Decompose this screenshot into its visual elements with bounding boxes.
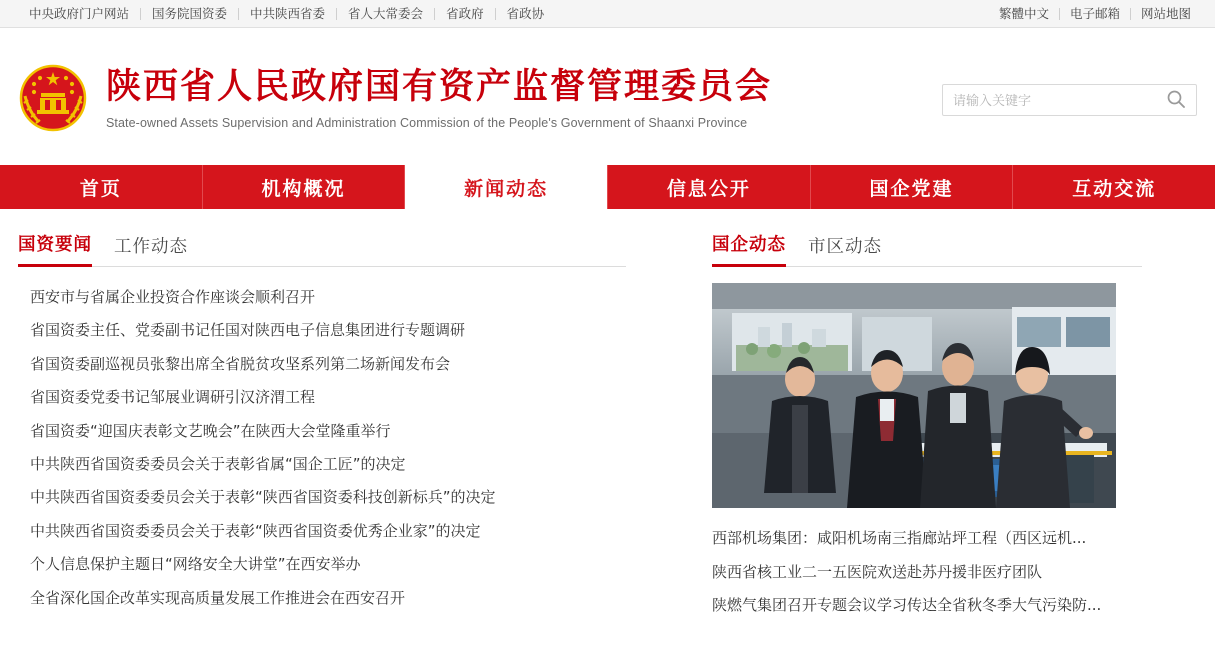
tab-soe-updates[interactable]: 国企动态 xyxy=(712,231,786,267)
search-box[interactable] xyxy=(942,84,1197,116)
list-item[interactable]: 全省深化国企改革实现高质量发展工作推进会在西安召开 xyxy=(30,588,406,607)
tab-city-updates[interactable]: 市区动态 xyxy=(808,237,882,257)
site-title-cn: 陕西省人民政府国有资产监督管理委员会 xyxy=(106,66,773,107)
list-item[interactable]: 西安市与省属企业投资合作座谈会顺利召开 xyxy=(30,288,316,306)
list-item[interactable]: 个人信息保护主题日“网络安全大讲堂”在西安举办 xyxy=(30,555,361,574)
list-item[interactable]: 省国资委主任、党委副书记任国对陕西电子信息集团进行专题调研 xyxy=(30,321,466,340)
left-news-list xyxy=(18,281,626,615)
nav-item-news[interactable]: 新闻动态 xyxy=(405,165,608,209)
right-tab-bar xyxy=(712,231,1142,267)
nav-item-info-disclosure[interactable]: 信息公开 xyxy=(608,165,811,209)
site-title-block xyxy=(106,64,772,130)
top-link-provincial-party[interactable]: 中共陕西省委 xyxy=(250,6,326,21)
list-item[interactable]: 中共陕西省国资委委员会关于表彰“陕西省国资委科技创新标兵”的决定 xyxy=(30,488,496,507)
top-links-right xyxy=(989,7,1201,21)
national-emblem-icon xyxy=(14,58,92,136)
nav-item-home[interactable]: 首页 xyxy=(0,165,203,209)
main-content xyxy=(0,209,1215,623)
search-input[interactable] xyxy=(943,85,1156,115)
nav-item-party-building[interactable]: 国企党建 xyxy=(811,165,1014,209)
top-link-peoples-congress[interactable]: 省人大常委会 xyxy=(348,6,424,21)
search-button[interactable] xyxy=(1156,85,1196,115)
list-item[interactable]: 省国资委党委书记邹展业调研引汉济渭工程 xyxy=(30,388,316,407)
list-item[interactable]: 省国资委副巡视员张黎出席全省脱贫攻坚系列第二场新闻发布会 xyxy=(30,354,451,373)
list-item[interactable]: 陕西省核工业二一五医院欢送赴苏丹援非医疗团队 xyxy=(712,562,1043,581)
right-column xyxy=(712,231,1142,623)
list-item[interactable]: 西部机场集团：咸阳机场南三指廊站坪工程（西区远机... xyxy=(712,529,1087,547)
top-link-email[interactable]: 电子邮箱 xyxy=(1069,6,1120,21)
main-navigation xyxy=(0,165,1215,209)
tab-sasac-headlines[interactable]: 国资要闻 xyxy=(18,231,92,267)
nav-item-interaction[interactable]: 互动交流 xyxy=(1072,177,1157,200)
top-link-cppcc[interactable]: 省政协 xyxy=(506,6,545,21)
top-links-left xyxy=(18,7,555,21)
nav-item-org-overview[interactable]: 机构概况 xyxy=(203,165,406,209)
top-link-provincial-gov[interactable]: 省政府 xyxy=(446,6,484,21)
top-link-sitemap[interactable]: 网站地图 xyxy=(1140,6,1191,21)
top-utility-bar xyxy=(0,0,1215,28)
site-title-en: State-owned Assets Supervision and Administration Commission of the People's Government of Shaanxi Province xyxy=(106,115,748,130)
top-link-sasac[interactable]: 国务院国资委 xyxy=(152,6,228,21)
site-header xyxy=(0,28,1215,165)
list-item[interactable]: 中共陕西省国资委委员会关于表彰省属“国企工匠”的决定 xyxy=(30,455,406,474)
list-item[interactable]: 陕燃气集团召开专题会议学习传达全省秋冬季大气污染防... xyxy=(712,596,1102,615)
left-column xyxy=(18,231,626,623)
search-icon xyxy=(1166,89,1186,112)
top-link-traditional-chinese[interactable]: 繁體中文 xyxy=(998,6,1049,21)
list-item[interactable]: 省国资委“迎国庆表彰文艺晚会”在陕西大会堂隆重举行 xyxy=(30,421,391,440)
tab-work-updates[interactable]: 工作动态 xyxy=(114,237,188,257)
right-news-list xyxy=(712,522,1142,623)
top-link-central-gov[interactable]: 中央政府门户网站 xyxy=(29,6,130,21)
left-tab-bar xyxy=(18,231,626,267)
list-item[interactable]: 中共陕西省国资委委员会关于表彰“陕西省国资委优秀企业家”的决定 xyxy=(30,521,481,540)
news-photo[interactable] xyxy=(712,283,1116,508)
